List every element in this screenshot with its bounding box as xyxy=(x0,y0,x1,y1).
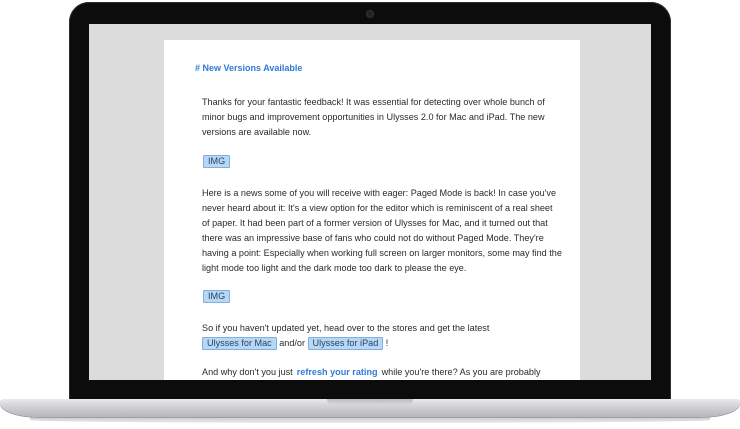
laptop-screen xyxy=(89,24,651,380)
laptop-lid xyxy=(69,2,671,400)
camera-icon xyxy=(367,11,373,17)
paragraph-text: And why don't you just xyxy=(202,367,293,377)
lid-notch xyxy=(327,399,413,405)
paragraph-rating xyxy=(202,365,562,380)
paragraph-text: ! xyxy=(385,338,389,348)
paragraph-text: while you're there? As you are probably xyxy=(381,367,541,377)
paragraph-update xyxy=(202,321,562,351)
image-tag[interactable]: IMG xyxy=(203,155,230,168)
paragraph-text: So if you haven't updated yet, head over to the stores and get the latest xyxy=(202,323,490,333)
link-ulysses-mac[interactable]: Ulysses for Mac xyxy=(202,337,277,350)
paragraph-feedback: Thanks for your fantastic feedback! It was essential for detecting over whole bunch of minor bugs and improvement opportunities in Ulysses 2.0 for Mac and iPad. The new versions are available now. xyxy=(202,97,545,137)
editor-page[interactable] xyxy=(164,40,580,380)
link-refresh-rating[interactable]: refresh your rating xyxy=(296,367,378,377)
link-ulysses-ipad[interactable]: Ulysses for iPad xyxy=(308,337,384,350)
laptop-shadow xyxy=(30,417,710,423)
paragraph-text: and/or xyxy=(279,338,306,348)
section-heading: # New Versions Available xyxy=(195,63,303,73)
paragraph-paged-mode: Here is a news some of you will receive with eager: Paged Mode is back! In case you've never heard about it: It's a view option for the editor which is reminiscent of a real sheet of paper. It had been part of a former version of Ulysses for Mac, and it turned out that there was an impressive base of fans who could not do without Paged Mode. They're having a point: Especially when working full screen on larger monitors, some may find the light mode too light and the dark mode too dark to please the eye. xyxy=(202,188,562,273)
image-tag[interactable]: IMG xyxy=(203,290,230,303)
laptop-base xyxy=(0,399,740,417)
